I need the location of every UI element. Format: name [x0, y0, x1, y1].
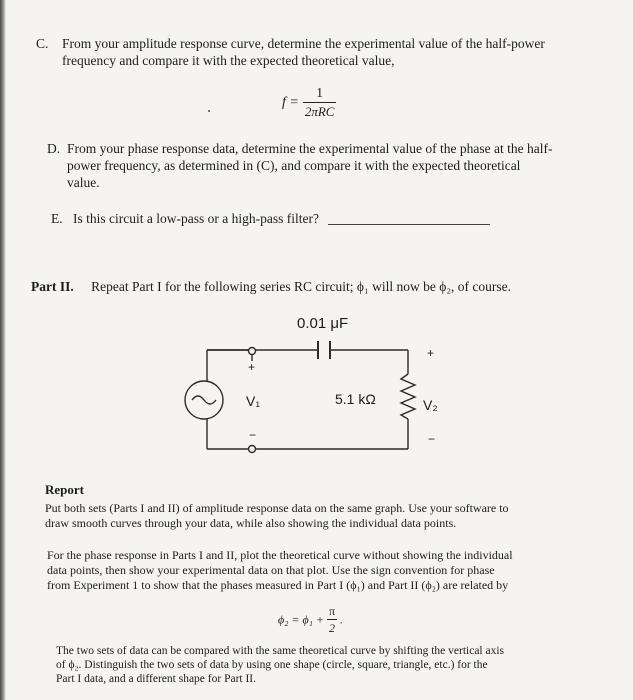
section-e-question: Is this circuit a low-pass or a high-pass filter?: [73, 211, 319, 226]
report-title: Report: [45, 482, 84, 497]
resistor-label: 5.1 kΩ: [335, 391, 376, 407]
v2-plus: +: [427, 346, 435, 360]
part-ii-label: Part II.: [31, 279, 74, 294]
v1-plus: +: [248, 360, 256, 374]
report-p1-line2: draw smooth curves through your data, while also showing the individual data points.: [45, 516, 457, 530]
section-e-label: E.: [51, 211, 63, 226]
v2-minus: −: [428, 432, 436, 446]
report-p2-line2: data points, then show your experimental data on that plot. Use the sign convention for phase: [47, 563, 495, 577]
section-c-line1: From your amplitude response curve, determine the experimental value of the half-power: [62, 36, 545, 51]
phase-formula-tail: .: [340, 612, 344, 627]
formula-denominator: 2πRC: [304, 104, 335, 119]
section-d-line1: From your phase response data, determine the experimental value of the phase at the half-: [67, 141, 553, 156]
phase-relation-formula: [278, 604, 343, 636]
report-p3-line3: Part I data, and a different shape for Part II.: [56, 673, 256, 685]
phase-formula-numerator: π: [328, 604, 336, 618]
section-d-label: D.: [47, 141, 61, 156]
formula-numerator: 1: [316, 86, 324, 101]
phase-formula-lhs: ϕ₂ = ϕ₁ +: [278, 612, 324, 627]
formula-lhs: f =: [282, 95, 299, 110]
phase-formula-fraction: [327, 604, 337, 636]
report-p2-line3: from Experiment 1 to show that the phases measured in Part I (ϕ₁) and Part II (ϕ₂) are related by: [47, 578, 509, 592]
terminal-bottom: [249, 446, 256, 453]
v1-label: V₁: [246, 393, 261, 409]
terminal-top: [249, 348, 256, 355]
report-p3-line2: of ϕ₂. Distinguish the two sets of data by using one shape (circle, square, triangle, etc.) for the: [56, 659, 488, 671]
part-ii-text: Repeat Part I for the following series RC circuit; ϕ₁ will now be ϕ₂, of course.: [91, 279, 512, 294]
report-p1-line1: Put both sets (Parts I and II) of amplitude response data on the same graph. Use your software to: [45, 501, 509, 515]
section-d-line2: power frequency, as determined in (C), and compare it with the expected theoretical: [67, 158, 521, 173]
resistor-zigzag: [401, 374, 415, 419]
report-p3-line1: The two sets of data can be compared with the same theoretical curve by shifting the vertical axis: [56, 645, 505, 657]
capacitor-label: 0.01 μF: [297, 315, 349, 332]
section-c-line2: frequency and compare it with the expected theoretical value,: [62, 53, 395, 68]
v1-minus: −: [249, 428, 257, 442]
phase-formula-denominator: 2: [327, 619, 337, 636]
v2-label: V₂: [423, 397, 438, 413]
section-c-label: C.: [36, 36, 49, 51]
ac-sine-symbol: [192, 396, 216, 404]
section-d-line3: value.: [67, 175, 100, 190]
report-p2-line1: For the phase response in Parts I and II, plot the theoretical curve without showing the individual: [47, 548, 513, 562]
